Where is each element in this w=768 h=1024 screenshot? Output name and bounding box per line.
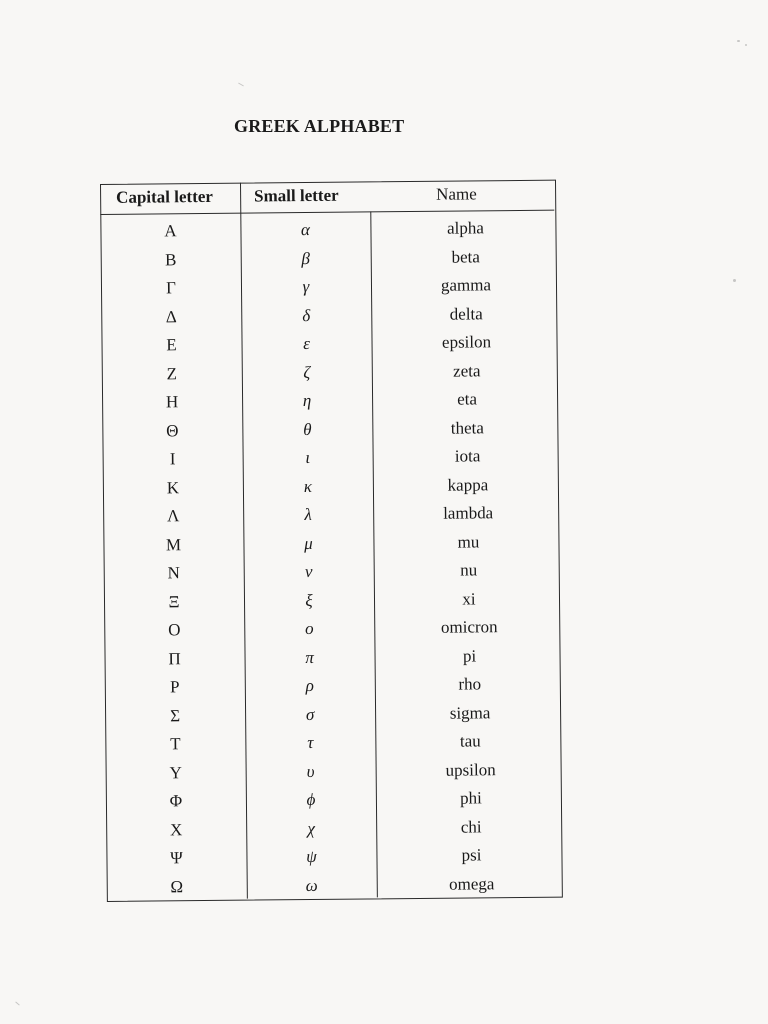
table-row [101, 328, 555, 361]
letter-name-cell: theta [450, 417, 484, 438]
capital-letter-cell: H [165, 392, 179, 412]
capital-letter-cell: Y [169, 762, 182, 782]
table-row [105, 698, 559, 731]
header-name: Name [436, 184, 477, 204]
table-row [104, 556, 558, 589]
table-row [101, 242, 555, 275]
letter-name-cell: pi [462, 645, 477, 666]
table-row [104, 584, 558, 617]
letter-name-cell: gamma [440, 275, 492, 295]
small-letter-cell: ι [305, 447, 311, 468]
letter-name-cell: nu [460, 560, 478, 580]
greek-alphabet-table [100, 180, 563, 902]
letter-name-cell: alpha [446, 218, 484, 238]
capital-letter-cell: Θ [166, 420, 179, 440]
small-letter-cell: υ [306, 761, 315, 781]
small-letter-cell: ψ [306, 846, 317, 867]
capital-letter-cell: Ψ [170, 848, 183, 868]
small-letter-cell: η [302, 390, 312, 411]
capital-letter-cell: P [170, 677, 180, 697]
capital-letter-cell: Δ [165, 306, 177, 326]
letter-name-cell: chi [460, 816, 482, 837]
letter-name-cell: tau [459, 731, 481, 751]
table-row [102, 356, 556, 389]
letter-name-cell: delta [449, 303, 483, 324]
capital-letter-cell: Ξ [168, 591, 180, 611]
letter-name-cell: mu [457, 531, 480, 552]
capital-letter-cell: Λ [166, 506, 180, 526]
small-letter-cell: ζ [303, 362, 311, 382]
capital-letter-cell: X [169, 819, 183, 839]
table-row [101, 299, 555, 332]
capital-letter-cell: O [168, 620, 181, 640]
letter-name-cell: rho [458, 674, 482, 694]
table-row [107, 869, 561, 902]
small-letter-cell: τ [307, 732, 314, 753]
table-row [102, 385, 556, 418]
letter-name-cell: omicron [440, 617, 498, 637]
capital-letter-cell: Z [166, 363, 178, 383]
capital-letter-cell: K [166, 477, 180, 497]
small-letter-cell: α [300, 219, 311, 240]
table-row [105, 727, 559, 760]
capital-letter-cell: Γ [165, 278, 176, 298]
scan-speck [737, 40, 740, 42]
table-row [105, 670, 559, 703]
table-row [100, 214, 554, 247]
small-letter-cell: λ [304, 504, 312, 525]
capital-letter-cell: T [170, 734, 181, 754]
table-row [106, 812, 560, 845]
capital-letter-cell: N [167, 563, 180, 583]
letter-name-cell: kappa [447, 474, 489, 495]
small-letter-cell: ξ [305, 590, 313, 610]
capital-letter-cell: Π [168, 648, 181, 668]
small-letter-cell: β [301, 248, 311, 268]
letter-name-cell: psi [461, 845, 482, 865]
small-letter-cell: κ [303, 476, 313, 496]
table-row [106, 784, 560, 817]
small-letter-cell: ω [305, 875, 318, 895]
letter-name-cell: epsilon [441, 332, 492, 352]
letter-name-cell: upsilon [445, 759, 496, 780]
letter-name-cell: sigma [449, 702, 491, 723]
table-row [104, 613, 558, 646]
table-row [103, 527, 557, 560]
table-row [101, 271, 555, 304]
letter-name-cell: lambda [443, 503, 494, 523]
letter-name-cell: iota [454, 446, 481, 466]
small-letter-cell: ρ [305, 675, 314, 696]
table-row [103, 442, 557, 475]
table-row [103, 499, 557, 532]
capital-letter-cell: E [166, 335, 177, 355]
table-row [102, 413, 556, 446]
small-letter-cell: χ [307, 818, 316, 838]
header-small-letter: Small letter [254, 185, 339, 206]
capital-letter-cell: Φ [169, 791, 183, 811]
small-letter-cell: μ [304, 533, 313, 553]
letter-name-cell: beta [451, 246, 480, 267]
small-letter-cell: ν [304, 561, 313, 582]
header-capital-letter: Capital letter [116, 186, 213, 207]
letter-name-cell: phi [459, 788, 482, 808]
scan-speck [238, 83, 244, 87]
capital-letter-cell: B [164, 249, 177, 269]
small-letter-cell: o [304, 618, 314, 639]
table-row [103, 470, 557, 503]
small-letter-cell: ϕ [306, 789, 316, 810]
capital-letter-cell: Ω [170, 876, 184, 896]
table-row [104, 641, 558, 674]
small-letter-cell: π [305, 647, 314, 667]
scan-speck [15, 1002, 19, 1006]
capital-letter-cell: Σ [170, 705, 181, 725]
scan-speck [745, 44, 747, 46]
small-letter-cell: δ [302, 305, 311, 325]
table-row [106, 841, 560, 874]
small-letter-cell: σ [305, 704, 315, 724]
letter-name-cell: omega [448, 873, 495, 894]
page-title: GREEK ALPHABET [234, 116, 405, 136]
capital-letter-cell: A [164, 221, 177, 241]
letter-name-cell: eta [457, 389, 478, 409]
letter-name-cell: xi [462, 588, 476, 609]
letter-name-cell: zeta [453, 360, 481, 381]
scan-speck [733, 279, 736, 282]
capital-letter-cell: M [165, 534, 182, 554]
table-row [106, 755, 560, 788]
small-letter-cell: γ [302, 276, 310, 297]
small-letter-cell: θ [303, 419, 312, 439]
capital-letter-cell: I [169, 449, 176, 469]
table-body [100, 214, 561, 902]
small-letter-cell: ε [303, 333, 310, 354]
